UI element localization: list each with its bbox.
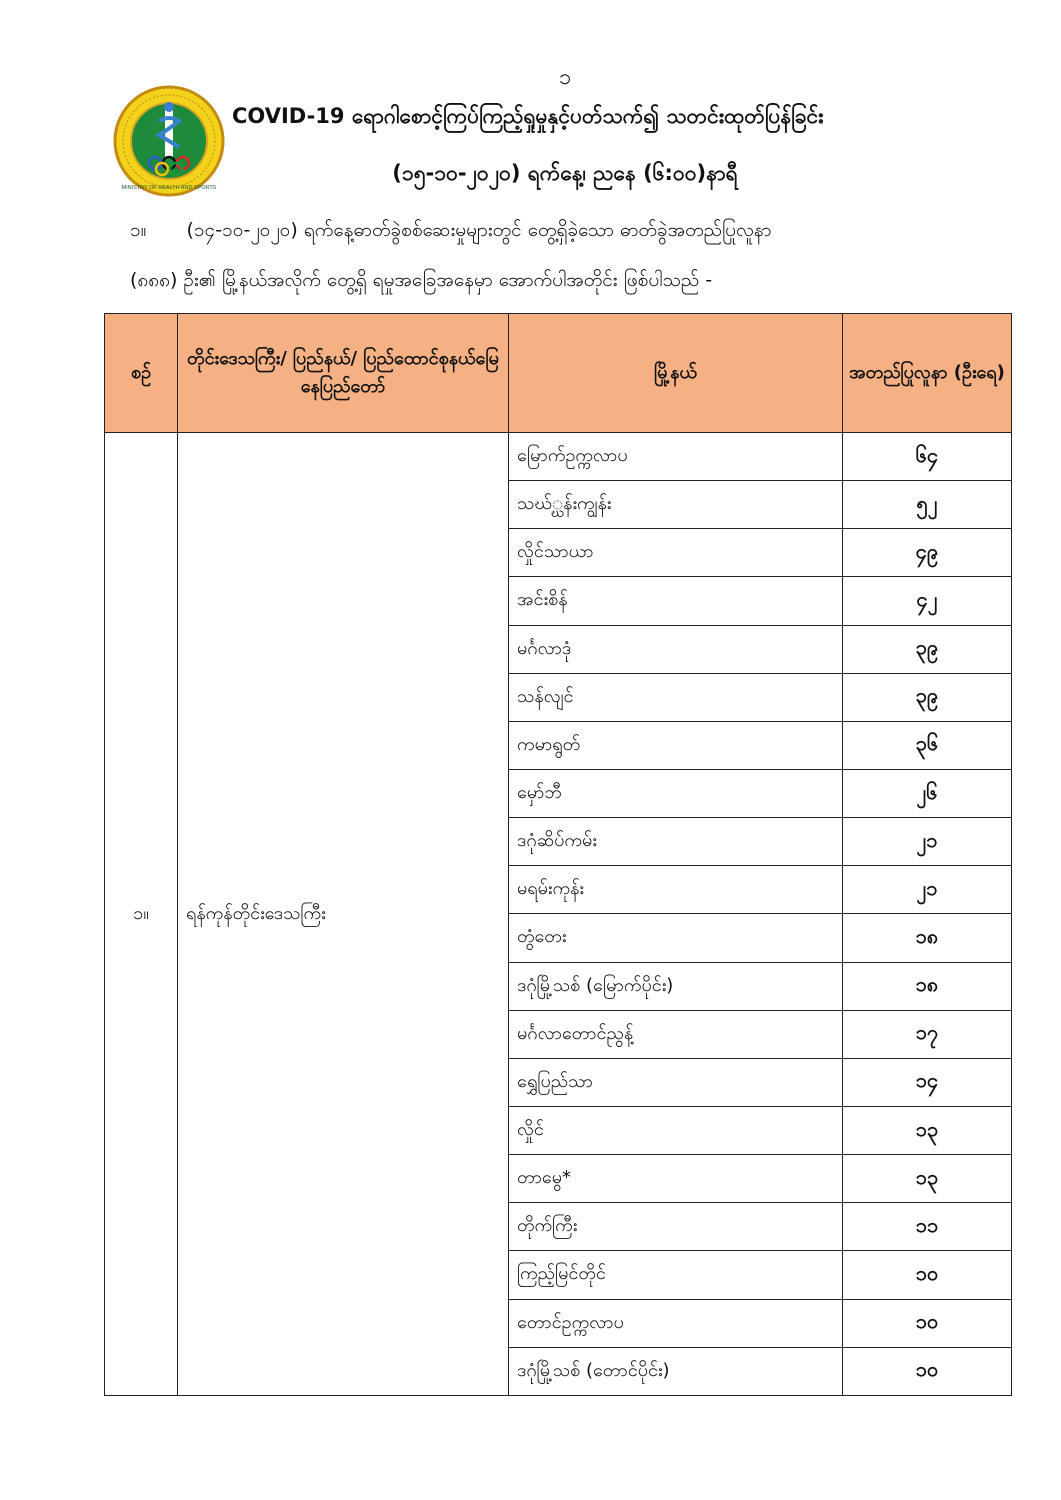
township-cell: မြောက်ဥက္ကလာပ	[509, 433, 843, 481]
township-cell: တိုက်ကြီး	[509, 1203, 843, 1251]
count-cell: ၅၂	[843, 481, 1012, 529]
count-cell: ၁၃	[843, 1106, 1012, 1154]
count-cell: ၃၉	[843, 673, 1012, 721]
count-cell: ၃၆	[843, 721, 1012, 769]
count-cell: ၁၀	[843, 1299, 1012, 1347]
township-cell: တောင်ဥက္ကလာပ	[509, 1299, 843, 1347]
count-cell: ၁၄	[843, 1058, 1012, 1106]
table-body	[105, 433, 1012, 1396]
township-cell: လှိုင်သာယာ	[509, 529, 843, 577]
region-cell: ရန်ကုန်တိုင်းဒေသကြီး	[178, 433, 509, 1396]
count-cell: ၆၄	[843, 433, 1012, 481]
count-cell: ၄၂	[843, 577, 1012, 625]
count-cell: ၁၀	[843, 1251, 1012, 1299]
header-count: အတည်ပြုလူနာ (ဦးရေ)	[843, 314, 1012, 433]
count-cell: ၁၈	[843, 914, 1012, 962]
count-cell: ၁၇	[843, 1010, 1012, 1058]
township-cell: ဒဂုံဆိပ်ကမ်း	[509, 818, 843, 866]
count-cell: ၃၉	[843, 625, 1012, 673]
township-cell: မင်္ဂလာတောင်ညွန့်	[509, 1010, 843, 1058]
intro-paragraph-line1	[130, 218, 771, 246]
township-cell: ရွှေပြည်သာ	[509, 1058, 843, 1106]
count-cell: ၁၈	[843, 962, 1012, 1010]
count-cell: ၁၃	[843, 1155, 1012, 1203]
header-region: တိုင်းဒေသကြီး/ ပြည်နယ်/ ပြည်ထောင်စုနယ်မြေ နေပြည်တော်	[178, 314, 509, 433]
document-title: COVID-19 ရောဂါစောင့်ကြပ်ကြည့်ရှုမှုနှင့်ပတ်သက်၍ သတင်းထုတ်ပြန်ခြင်း	[232, 104, 824, 128]
count-cell: ၁၀	[843, 1347, 1012, 1395]
header-township: မြို့နယ်	[509, 314, 843, 433]
paragraph-number: ၁။	[130, 219, 147, 241]
township-cell: ဒဂုံမြို့သစ် (တောင်ပိုင်း)	[509, 1347, 843, 1395]
count-cell: ၂၆	[843, 769, 1012, 817]
township-cell: တာမွေ*	[509, 1155, 843, 1203]
document-subtitle-date: (၁၅-၁၀-၂၀၂၀) ရက်နေ့၊ ညနေ (၆:၀၀)နာရီ	[392, 161, 738, 185]
serial-cell: ၁။	[105, 433, 178, 1396]
logo-caption: MINISTRY OF HEALTH AND SPORTS	[121, 185, 217, 191]
cases-by-township-table	[104, 313, 1012, 1396]
page-number: ၁	[558, 65, 572, 90]
township-cell: သဃ်္ဃန်းကျွန်း	[509, 481, 843, 529]
township-cell: မှော်ဘီ	[509, 769, 843, 817]
township-cell: လှိုင်	[509, 1106, 843, 1154]
intro-paragraph-line2: (၈၈၈) ဦး၏ မြို့နယ်အလိုက် တွေ့ရှိ ရမှုအခြေအနေမှာ အောက်ပါအတိုင်း ဖြစ်ပါသည် -	[130, 269, 713, 291]
count-cell: ၄၉	[843, 529, 1012, 577]
township-cell: မင်္ဂလာဒုံ	[509, 625, 843, 673]
township-cell: မရမ်းကုန်း	[509, 866, 843, 914]
table-row	[105, 433, 1012, 481]
count-cell: ၁၁	[843, 1203, 1012, 1251]
township-cell: ကမာရွတ်	[509, 721, 843, 769]
township-cell: ဒဂုံမြို့သစ် (မြောက်ပိုင်း)	[509, 962, 843, 1010]
township-cell: တွံတေး	[509, 914, 843, 962]
township-cell: အင်းစိန်	[509, 577, 843, 625]
township-cell: သန်လျင်	[509, 673, 843, 721]
count-cell: ၂၁	[843, 866, 1012, 914]
township-cell: ကြည့်မြင်တိုင်	[509, 1251, 843, 1299]
paragraph-text: (၁၄-၁၀-၂၀၂၀) ရက်နေ့ဓာတ်ခွဲစစ်ဆေးမှုများတွင် တွေ့ရှိခဲ့သော ဓာတ်ခွဲအတည်ပြုလူနာ	[186, 219, 772, 241]
table-header-row	[105, 314, 1012, 433]
count-cell: ၂၁	[843, 818, 1012, 866]
header-serial: စဉ်	[105, 314, 178, 433]
